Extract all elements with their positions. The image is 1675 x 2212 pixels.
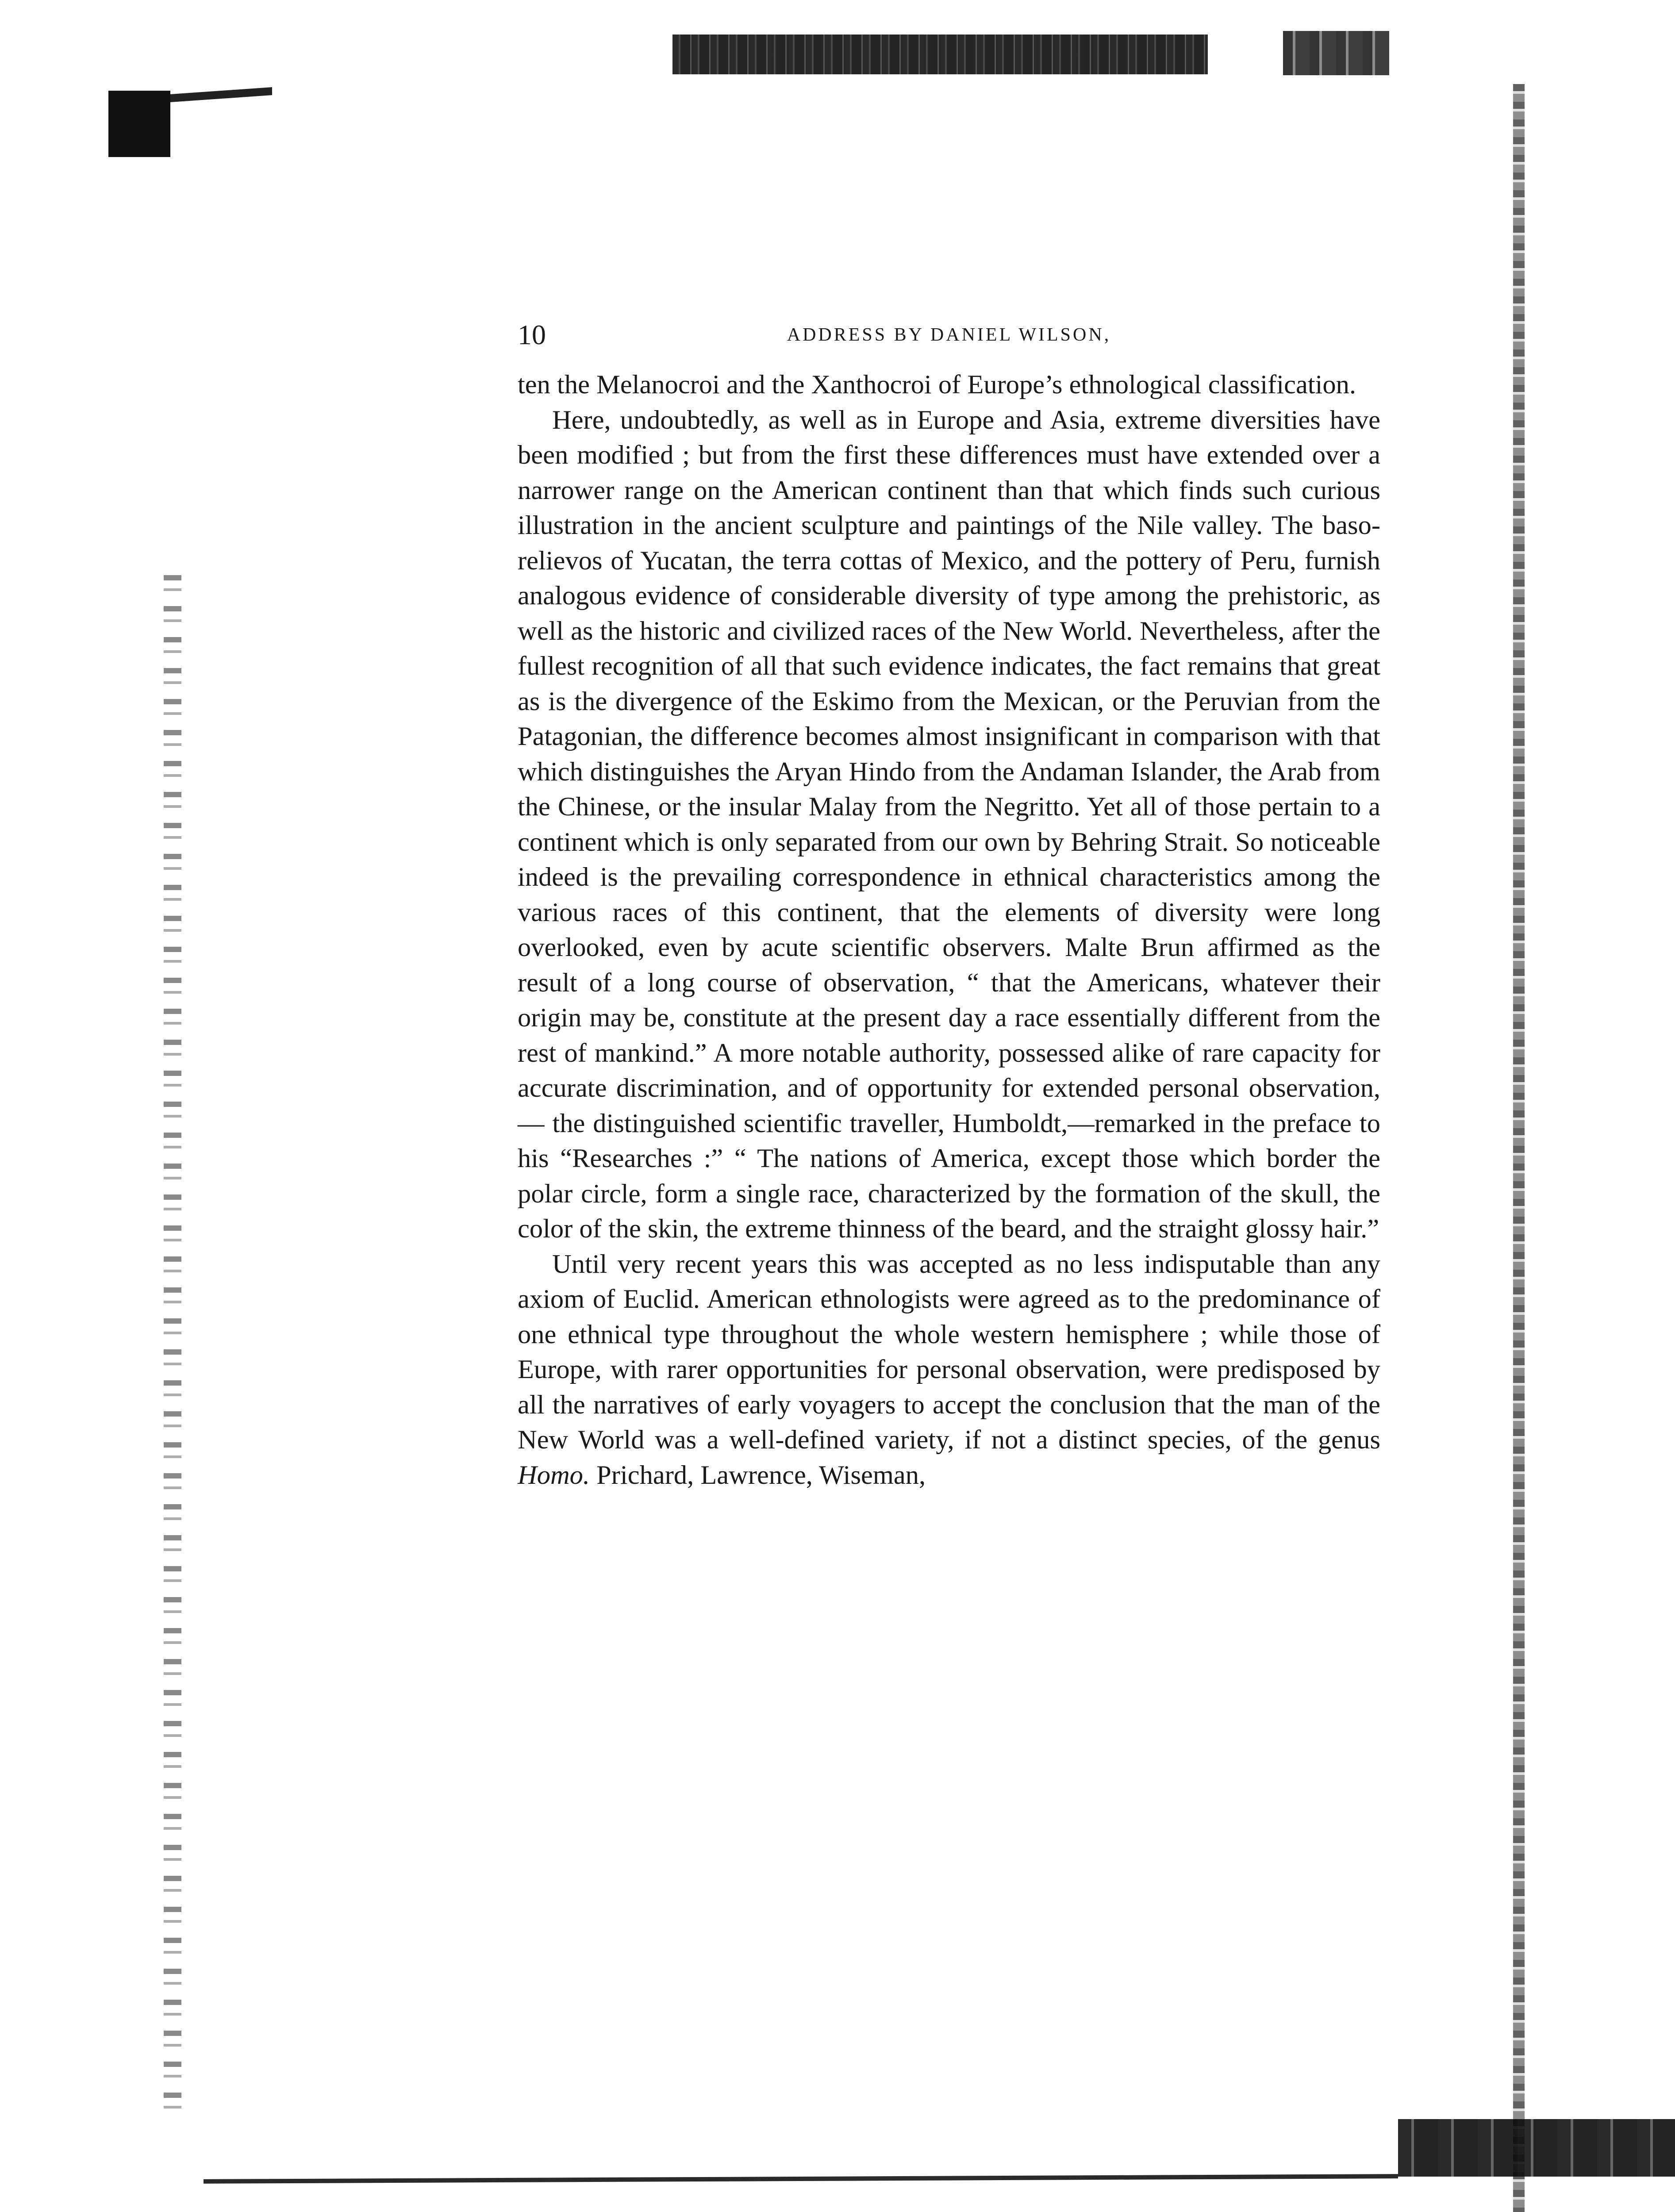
genus-homo-italic: Homo. <box>518 1460 590 1490</box>
paragraph-3-text: Until very recent years this was accepted as no less indisputable than any axiom of Euclid. American ethnologists were agreed as to the predominance of one ethnical type throughout the whole western hemisphere ; while those of Europe, with rarer opportunities for personal observation, were predisposed by all the narratives of early voyagers to accept the conclusion that the man of the New World was a well-defined variety, if not a distinct species, of the genus <box>518 1249 1380 1455</box>
scan-artifact-top-right <box>1283 31 1389 75</box>
paragraph-1: ten the Melanocroi and the Xanthocroi of Europe’s ethnological classification. <box>518 370 1356 399</box>
paragraph-3-tail: Prichard, Lawrence, Wiseman, <box>596 1460 926 1490</box>
header-title: ADDRESS BY DANIEL WILSON, <box>787 325 1111 345</box>
scan-artifact-bottom-right <box>1398 2119 1675 2177</box>
scan-artifact-right-edge <box>1513 84 1525 2212</box>
scan-artifact-top-bar <box>672 35 1208 74</box>
running-head <box>518 315 1380 355</box>
scan-artifact-left-edge <box>164 575 181 2124</box>
scan-artifact-corner-line <box>170 87 272 102</box>
page-number: 10 <box>518 319 546 350</box>
body-text <box>518 367 1380 1493</box>
scan-artifact-corner <box>108 91 170 157</box>
paragraph-3 <box>518 1247 1380 1493</box>
scan-artifact-bottom-rule <box>204 2174 1398 2184</box>
paragraph-2: Here, undoubtedly, as well as in Europe and Asia, extreme diversities have been modified ; but from the first these differences must have extended over a narrower range on the American continent than that which finds such curious illustration in the ancient sculpture and paintings of the Nile valley. The baso-relievos of Yucatan, the terra cottas of Mexico, and the pottery of Peru, furnish analogous evidence of considerable diversity of type among the prehistoric, as well as the historic and civilized races of the New World. Nevertheless, after the fullest recognition of all that such evidence indicates, the fact remains that great as is the divergence of the Eskimo from the Mexican, or the Peruvian from the Patagonian, the difference becomes almost insignificant in comparison with that which distinguishes the Aryan Hindo from the Andaman Islander, the Arab from the Chinese, or the insular Malay from the Negritto. Yet all of those pertain to a continent which is only separated from our own by Behring Strait. So noticeable indeed is the prevailing correspondence in ethnical characteristics among the various races of this continent, that the elements of diversity were long overlooked, even by acute scientific observers. Malte Brun affirmed as the result of a long course of observation, “ that the Americans, whatever their origin may be, constitute at the present day a race essentially different from the rest of mankind.” A more notable authority, possessed alike of rare capacity for accurate discrimination, and of opportunity for extended personal observation,— the distinguished scientific traveller, Humboldt,—remarked in the preface to his “Researches :” “ The nations of America, except those which border the polar circle, form a single race, characterized by the formation of the skull, the color of the skin, the extreme thinness of the beard, and the straight glossy hair.” <box>518 405 1380 1244</box>
